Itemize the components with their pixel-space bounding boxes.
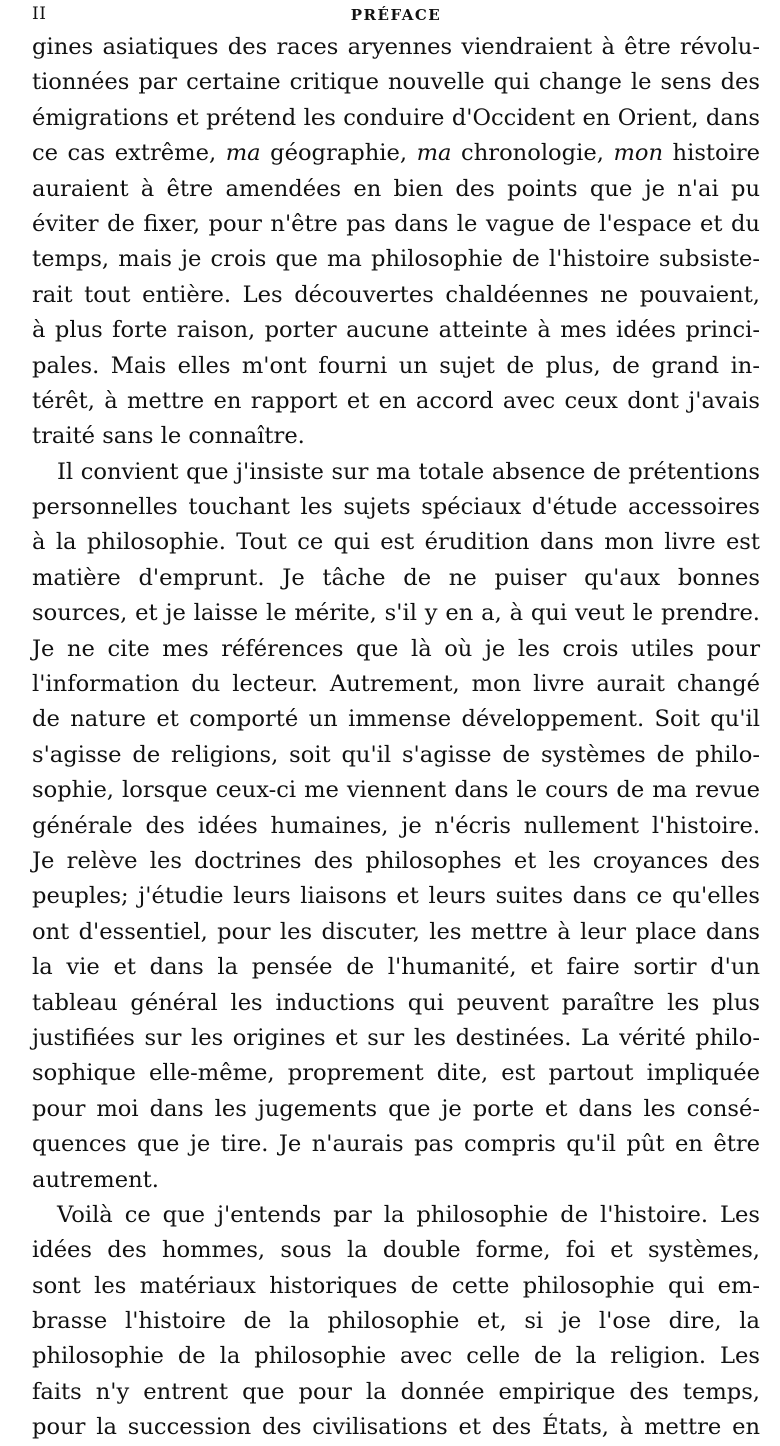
text-line: Voilà ce que j'entends par la philosophie de l'histoire. Les [57, 1201, 760, 1228]
text-line: idées des hommes, sous la double forme, foi et systèmes, [32, 1237, 760, 1264]
text-line: peuples; j'étudie leurs liaisons et leurs suites dans ce qu'elles [32, 883, 760, 910]
text-segment: chronologie, [451, 140, 614, 167]
text-segment: ce cas extrême, [32, 140, 226, 167]
text-line: sophique elle-même, proprement dite, est partout impliquée [32, 1060, 760, 1087]
text-line: Il convient que j'insiste sur ma totale absence de prétentions [57, 458, 760, 485]
text-line: personnelles touchant les sujets spéciaux d'étude accessoires [32, 494, 760, 521]
text-line: sophie, lorsque ceux-ci me viennent dans le cours de ma revue [32, 777, 760, 804]
text-line: justifiées sur les origines et sur les destinées. La vérité philo- [32, 1024, 760, 1051]
text-line: pour la succession des civilisations et des États, à mettre en [32, 1414, 760, 1441]
body-text [32, 30, 760, 1446]
text-line [32, 136, 760, 171]
text-segment: géographie, [260, 140, 417, 167]
text-line: brasse l'histoire de la philosophie et, si je l'ose dire, la [32, 1308, 760, 1335]
text-line: matière d'emprunt. Je tâche de ne puiser qu'aux bonnes [32, 564, 760, 591]
text-line: tionnées par certaine critique nouvelle qui change le sens des [32, 69, 760, 96]
text-line: faits n'y entrent que pour la donnée empirique des temps, [32, 1378, 760, 1405]
book-page [32, 0, 761, 1441]
text-line: philosophie de la philosophie avec celle de la religion. Les [32, 1343, 760, 1370]
text-line: l'information du lecteur. Autrement, mon livre aurait changé [32, 671, 760, 698]
text-line: rait tout entière. Les découvertes chaldéennes ne pouvaient, [32, 281, 760, 308]
text-line: Je ne cite mes références que là où je les crois utiles pour [32, 635, 760, 662]
italic-word: ma [416, 140, 452, 167]
text-line: s'agisse de religions, soit qu'il s'agisse de systèmes de philo- [32, 741, 760, 768]
text-line: Je relève les doctrines des philosophes et les croyances des [32, 847, 760, 874]
italic-word: mon [613, 140, 664, 167]
text-line: autrement. [32, 1166, 159, 1193]
text-line: temps, mais je crois que ma philosophie de l'histoire subsiste- [32, 246, 760, 273]
text-line: sources, et je laisse le mérite, s'il y en a, à qui veut le prendre. [32, 600, 760, 627]
paragraph [32, 30, 760, 455]
text-line: quences que je tire. Je n'aurais pas compris qu'il pût en être [32, 1131, 760, 1158]
text-line: tableau général les inductions qui peuvent paraître les plus [32, 989, 760, 1016]
italic-word: ma [225, 140, 261, 167]
paragraph [32, 455, 760, 1198]
text-line: la vie et dans la pensée de l'humanité, et faire sortir d'un [32, 954, 760, 981]
text-line: générale des idées humaines, je n'écris nullement l'histoire. [32, 812, 760, 839]
text-line: à la philosophie. Tout ce qui est érudition dans mon livre est [32, 529, 760, 556]
text-line: à plus forte raison, porter aucune atteinte à mes idées princi- [32, 317, 760, 344]
text-line: térêt, à mettre en rapport et en accord avec ceux dont j'avais [32, 387, 760, 414]
page-header [32, 0, 760, 32]
text-line: de nature et comporté un immense développement. Soit qu'il [32, 706, 760, 733]
text-line: pales. Mais elles m'ont fourni un sujet de plus, de grand in- [32, 352, 760, 379]
text-segment: histoire [663, 140, 761, 167]
paragraph [32, 1198, 760, 1446]
text-line: auraient à être amendées en bien des points que je n'ai pu [32, 175, 760, 202]
running-head: PRÉFACE [350, 6, 442, 24]
text-line: ont d'essentiel, pour les discuter, les mettre à leur place dans [32, 918, 760, 945]
text-line: éviter de fixer, pour n'être pas dans le vague de l'espace et du [32, 210, 760, 237]
text-line: gines asiatiques des races aryennes viendraient à être révolu- [32, 34, 760, 60]
text-line: traité sans le connaître. [32, 423, 305, 450]
text-line: émigrations et prétend les conduire d'Occident en Orient, dans [32, 104, 760, 131]
page-number: II [32, 4, 47, 24]
text-line: sont les matériaux historiques de cette philosophie qui em- [32, 1272, 760, 1299]
text-line: pour moi dans les jugements que je porte et dans les consé- [32, 1095, 760, 1122]
